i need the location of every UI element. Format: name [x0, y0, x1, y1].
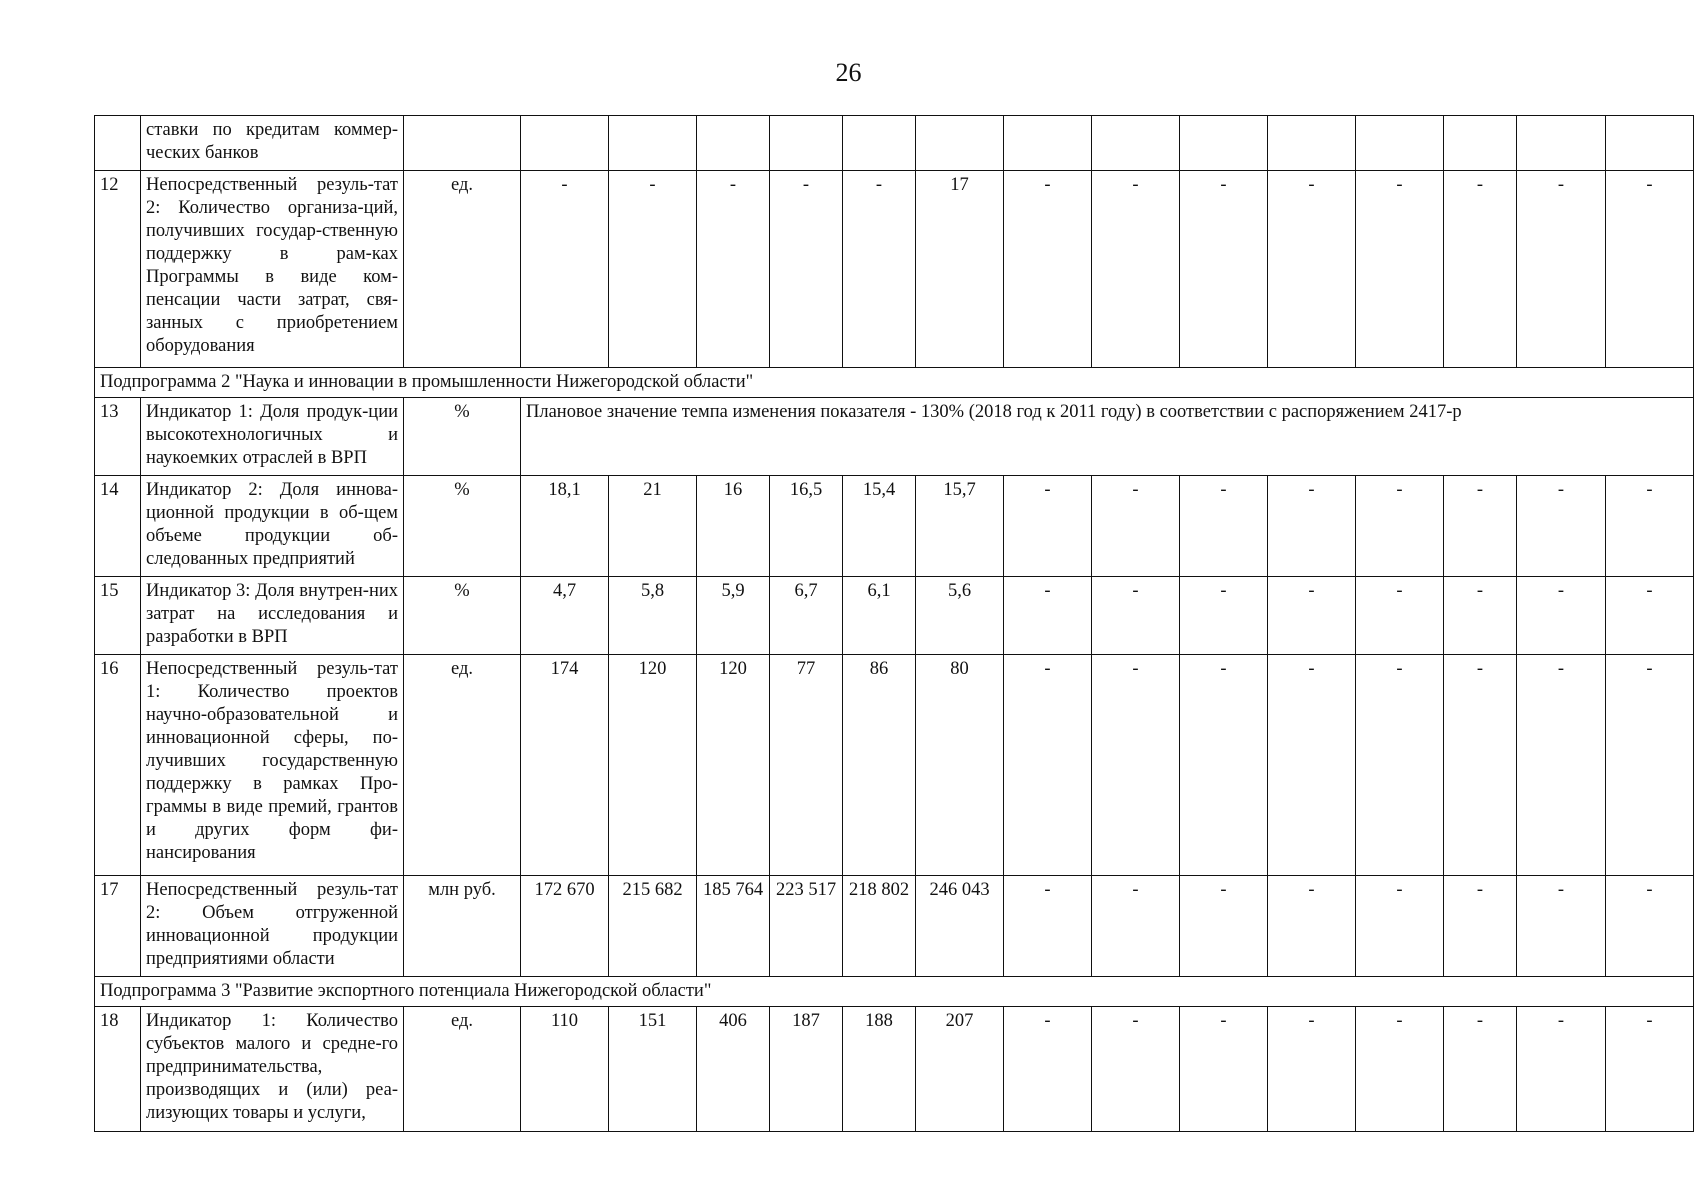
- value-cell: -: [1268, 476, 1356, 577]
- table-row: [95, 171, 1694, 368]
- subprogram-title: Подпрограмма 2 "Наука и инновации в промышленности Нижегородской области": [95, 368, 1694, 398]
- value-cell: -: [1180, 1007, 1268, 1132]
- value-cell: -: [1606, 876, 1694, 977]
- value-cell: 185 764: [697, 876, 770, 977]
- table-row: [95, 655, 1694, 876]
- value-cell: -: [1268, 577, 1356, 655]
- unit-cell: %: [404, 398, 521, 476]
- value-cell: 172 670: [521, 876, 609, 977]
- table-row: [95, 398, 1694, 476]
- table-row: [95, 116, 1694, 171]
- value-cell: -: [1606, 1007, 1694, 1132]
- value-cell: 188: [843, 1007, 916, 1132]
- value-cell: -: [1092, 476, 1180, 577]
- value-cell: -: [1004, 577, 1092, 655]
- value-cell: -: [1092, 171, 1180, 368]
- value-cell: 16,5: [770, 476, 843, 577]
- value-cell: [1444, 116, 1517, 171]
- row-number: [95, 116, 141, 171]
- merged-note: Плановое значение темпа изменения показателя - 130% (2018 год к 2011 году) в соответствии с распоряжением 2417-р: [521, 398, 1694, 476]
- row-number: 18: [95, 1007, 141, 1132]
- indicator-name: Непосредственный резуль-тат 2: Количество организа-ций, получивших государ-ственную поддержку в рам-ках Программы в виде ком-пенсации части затрат, свя-занных с приобретением оборудования: [141, 171, 404, 368]
- unit-cell: %: [404, 577, 521, 655]
- value-cell: 151: [609, 1007, 697, 1132]
- value-cell: [916, 116, 1004, 171]
- subprogram-title: Подпрограмма 3 "Развитие экспортного потенциала Нижегородской области": [95, 977, 1694, 1007]
- value-cell: [1268, 116, 1356, 171]
- table-row: [95, 1007, 1694, 1132]
- value-cell: -: [1180, 876, 1268, 977]
- value-cell: -: [1606, 655, 1694, 876]
- value-cell: 6,1: [843, 577, 916, 655]
- value-cell: -: [1356, 577, 1444, 655]
- value-cell: 218 802: [843, 876, 916, 977]
- value-cell: 215 682: [609, 876, 697, 977]
- table-row: [95, 876, 1694, 977]
- value-cell: -: [1444, 655, 1517, 876]
- value-cell: -: [1092, 577, 1180, 655]
- value-cell: -: [1268, 655, 1356, 876]
- unit-cell: %: [404, 476, 521, 577]
- value-cell: 187: [770, 1007, 843, 1132]
- value-cell: -: [521, 171, 609, 368]
- value-cell: 5,6: [916, 577, 1004, 655]
- value-cell: -: [770, 171, 843, 368]
- value-cell: [1356, 116, 1444, 171]
- value-cell: -: [1268, 1007, 1356, 1132]
- value-cell: -: [1004, 655, 1092, 876]
- value-cell: [770, 116, 843, 171]
- value-cell: 120: [697, 655, 770, 876]
- subprogram-row: [95, 977, 1694, 1007]
- value-cell: -: [1180, 171, 1268, 368]
- value-cell: -: [1444, 171, 1517, 368]
- value-cell: -: [1517, 171, 1606, 368]
- value-cell: 21: [609, 476, 697, 577]
- value-cell: -: [1004, 1007, 1092, 1132]
- indicator-name: Индикатор 2: Доля иннова-ционной продукции в об-щем объеме продукции об-следованных предприятий: [141, 476, 404, 577]
- value-cell: 6,7: [770, 577, 843, 655]
- value-cell: -: [1180, 577, 1268, 655]
- value-cell: 406: [697, 1007, 770, 1132]
- unit-cell: ед.: [404, 171, 521, 368]
- value-cell: -: [1092, 876, 1180, 977]
- table-body: [95, 116, 1694, 1132]
- row-number: 16: [95, 655, 141, 876]
- value-cell: -: [1092, 655, 1180, 876]
- value-cell: -: [1444, 577, 1517, 655]
- value-cell: 110: [521, 1007, 609, 1132]
- value-cell: 120: [609, 655, 697, 876]
- value-cell: 86: [843, 655, 916, 876]
- value-cell: -: [1356, 876, 1444, 977]
- subprogram-row: [95, 368, 1694, 398]
- value-cell: -: [1004, 476, 1092, 577]
- unit-cell: млн руб.: [404, 876, 521, 977]
- value-cell: -: [697, 171, 770, 368]
- value-cell: 223 517: [770, 876, 843, 977]
- row-number: 13: [95, 398, 141, 476]
- value-cell: -: [1606, 171, 1694, 368]
- value-cell: -: [1004, 876, 1092, 977]
- value-cell: 18,1: [521, 476, 609, 577]
- value-cell: -: [1606, 476, 1694, 577]
- value-cell: 16: [697, 476, 770, 577]
- value-cell: -: [1517, 577, 1606, 655]
- row-number: 14: [95, 476, 141, 577]
- indicator-name: Индикатор 1: Доля продук-ции высокотехнологичных и наукоемких отраслей в ВРП: [141, 398, 404, 476]
- value-cell: 174: [521, 655, 609, 876]
- value-cell: [1606, 116, 1694, 171]
- value-cell: 17: [916, 171, 1004, 368]
- value-cell: -: [1092, 1007, 1180, 1132]
- indicator-name: Индикатор 3: Доля внутрен-них затрат на исследования и разработки в ВРП: [141, 577, 404, 655]
- indicator-name: ставки по кредитам коммер-ческих банков: [141, 116, 404, 171]
- value-cell: 207: [916, 1007, 1004, 1132]
- value-cell: 246 043: [916, 876, 1004, 977]
- value-cell: -: [1444, 1007, 1517, 1132]
- value-cell: -: [609, 171, 697, 368]
- value-cell: -: [1517, 476, 1606, 577]
- value-cell: 80: [916, 655, 1004, 876]
- value-cell: 15,4: [843, 476, 916, 577]
- indicator-name: Непосредственный резуль-тат 2: Объем отгруженной инновационной продукции предприятиями области: [141, 876, 404, 977]
- indicator-name: Индикатор 1: Количество субъектов малого и средне-го предпринимательства, производящих и (или) реа-лизующих товары и услуги,: [141, 1007, 404, 1132]
- value-cell: -: [1180, 476, 1268, 577]
- value-cell: [1092, 116, 1180, 171]
- value-cell: 5,8: [609, 577, 697, 655]
- value-cell: -: [1356, 1007, 1444, 1132]
- value-cell: -: [1268, 876, 1356, 977]
- value-cell: [1180, 116, 1268, 171]
- value-cell: [843, 116, 916, 171]
- table-row: [95, 577, 1694, 655]
- value-cell: -: [843, 171, 916, 368]
- value-cell: [609, 116, 697, 171]
- value-cell: [1004, 116, 1092, 171]
- value-cell: -: [1444, 876, 1517, 977]
- value-cell: [521, 116, 609, 171]
- value-cell: [697, 116, 770, 171]
- value-cell: -: [1356, 171, 1444, 368]
- value-cell: -: [1180, 655, 1268, 876]
- value-cell: -: [1268, 171, 1356, 368]
- unit-cell: [404, 116, 521, 171]
- value-cell: 77: [770, 655, 843, 876]
- unit-cell: ед.: [404, 655, 521, 876]
- row-number: 17: [95, 876, 141, 977]
- indicator-name: Непосредственный резуль-тат 1: Количество проектов научно-образовательной и инновационной сферы, по-лучивших государственную поддержку в рамках Про-граммы в виде премий, грантов и других форм фи-нансирования: [141, 655, 404, 876]
- value-cell: -: [1517, 876, 1606, 977]
- table-row: [95, 476, 1694, 577]
- value-cell: -: [1517, 1007, 1606, 1132]
- unit-cell: ед.: [404, 1007, 521, 1132]
- row-number: 15: [95, 577, 141, 655]
- value-cell: [1517, 116, 1606, 171]
- value-cell: 5,9: [697, 577, 770, 655]
- value-cell: 15,7: [916, 476, 1004, 577]
- page-number: 26: [835, 58, 862, 87]
- value-cell: -: [1356, 655, 1444, 876]
- indicators-table: [94, 115, 1694, 1132]
- value-cell: -: [1356, 476, 1444, 577]
- value-cell: -: [1606, 577, 1694, 655]
- value-cell: 4,7: [521, 577, 609, 655]
- value-cell: -: [1444, 476, 1517, 577]
- value-cell: -: [1004, 171, 1092, 368]
- value-cell: -: [1517, 655, 1606, 876]
- row-number: 12: [95, 171, 141, 368]
